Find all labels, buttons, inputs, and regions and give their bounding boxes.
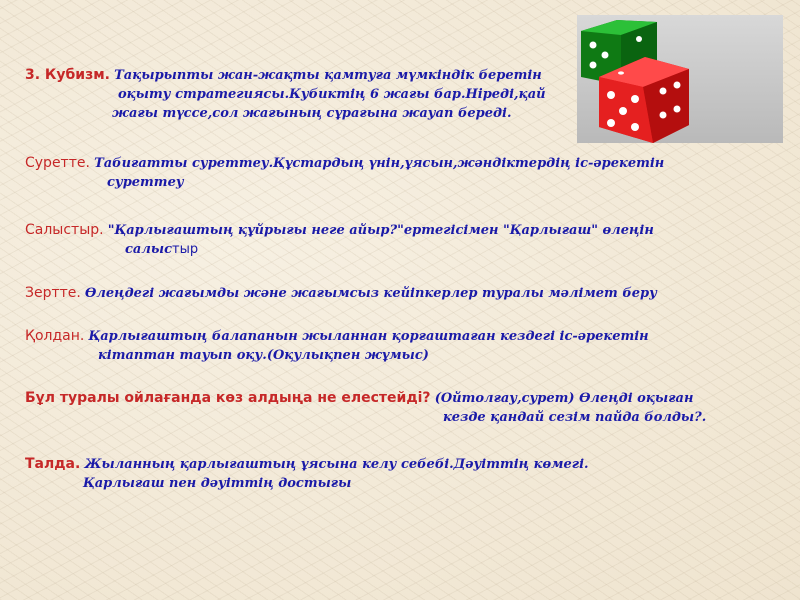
section-text-line [25,240,725,259]
section-text: "Қарлығаштың құйрығы неге айыр?"ертегісімен "Қарлығаш" өлеңін [107,223,654,238]
section-imagine [25,389,765,427]
section-text: Қарлығаштың балапанын жыланнан қорғаштаған кездегі іс-әрекетін [88,329,649,344]
section-text: суреттеу [107,175,184,190]
section-text: Жыланның қарлығаштың ұясына келу себебі.Дәуіттің көмегі. [84,457,589,472]
section-compare [25,221,725,259]
section-text: оқыту стратегиясы.Кубиктің 6 жағы бар.Нiреді,қай [118,87,546,102]
section-describe [25,154,725,192]
section-key: Талда. [25,456,81,472]
section-key: Қолдан. [25,328,85,344]
section-text: (Ойтолғау,сурет) Өлеңді оқыған [434,391,694,406]
section-text: Тақырыпты жан-жақты қамтуға мүмкіндік беретін [114,68,542,83]
section-apply [25,327,725,365]
section-key: Салыстыр. [25,222,104,238]
section-text: Қарлығаш пен дәуіттің достығы [83,476,352,491]
section-key: Бұл туралы ойлағанда көз алдыңа не елестейді? [25,390,431,406]
section-text: тыр [172,242,199,257]
section-text: Табиғатты суреттеу.Құстардың үнін,ұясын,жәндіктердің іс-әрекетін [94,156,665,171]
section-key: Суретте. [25,155,90,171]
section-cubism [25,66,585,123]
section-key: 3. Кубизм. [25,67,110,83]
section-text: салыс [125,242,172,257]
section-text: кітаптан тауып оқу.(Оқулықпен жұмыс) [98,348,429,363]
section-text: кезде қандай сезім пайда болды?. [443,410,707,425]
section-key: Зертте. [25,285,81,301]
dice-image [577,15,783,143]
section-text: жағы түссе,сол жағының сұрағына жауап береді. [112,106,512,121]
section-analyze [25,455,725,493]
section-research [25,284,725,303]
section-text: Өлеңдегі жағымды және жағымсыз кейіпкерлер туралы мәлімет беру [85,286,657,301]
